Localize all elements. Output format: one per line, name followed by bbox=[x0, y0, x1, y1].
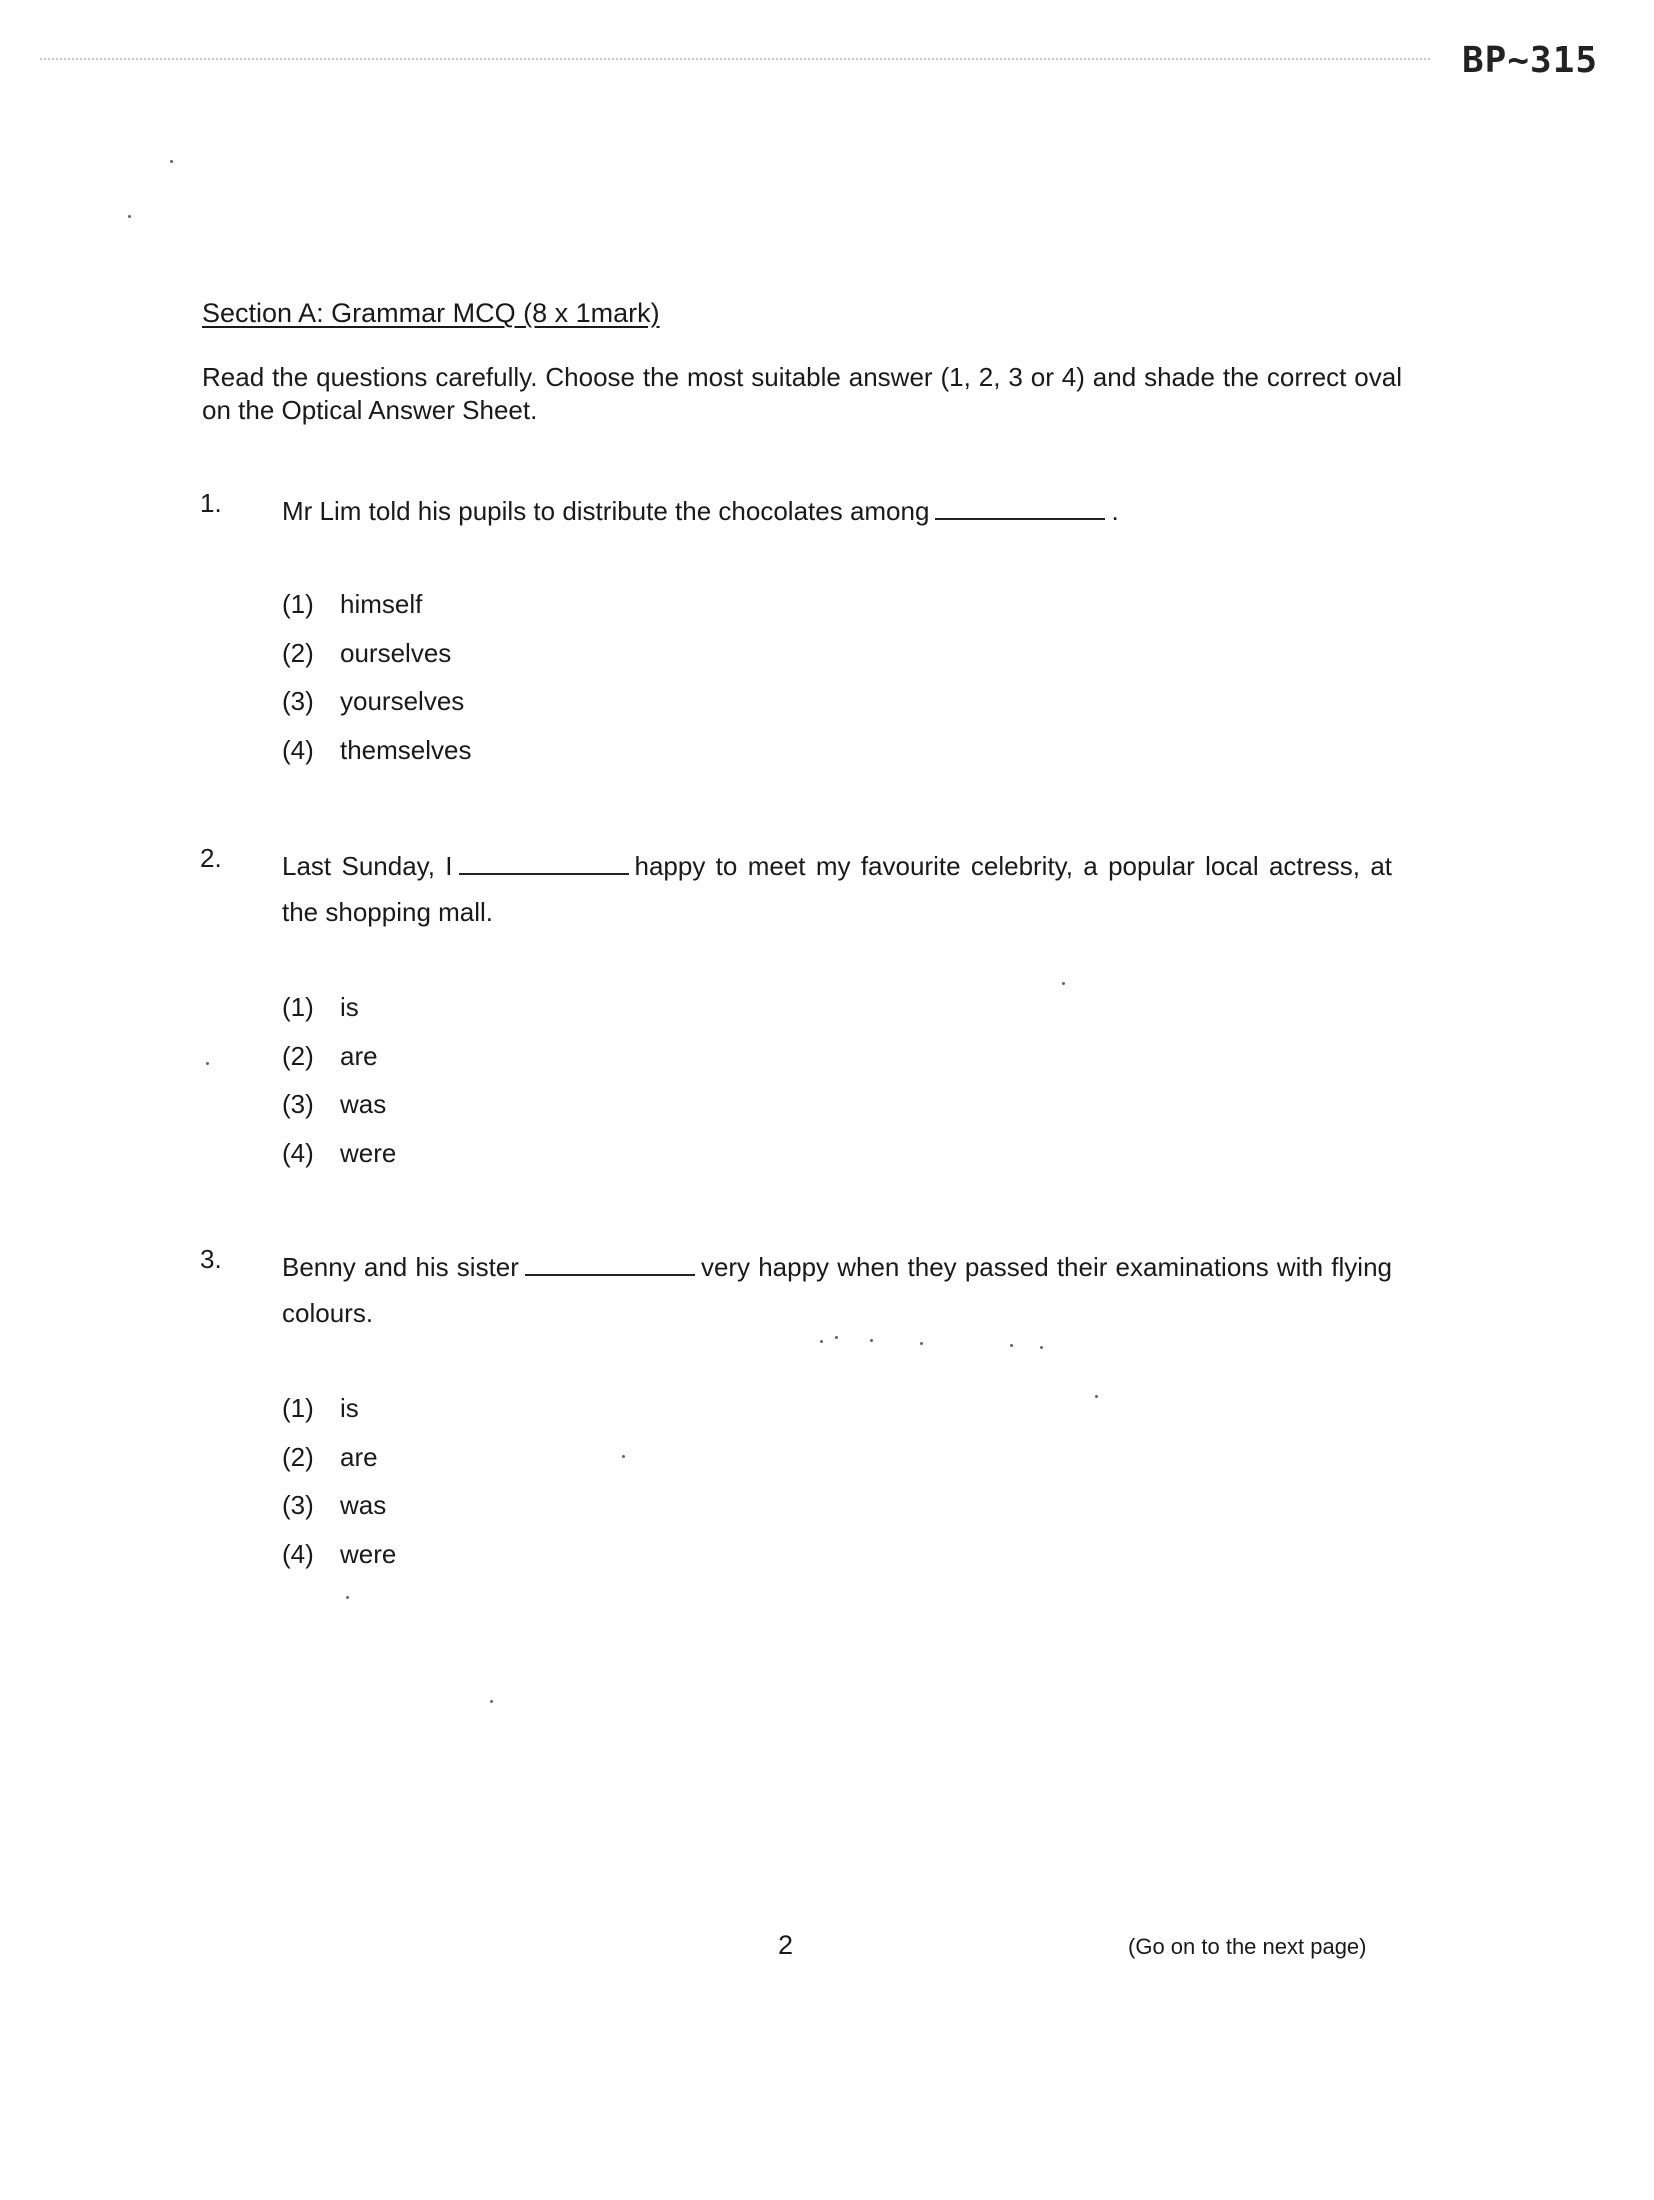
option-label: (3) bbox=[282, 1490, 314, 1520]
option-label: (1) bbox=[282, 589, 314, 619]
option-item bbox=[282, 726, 472, 775]
question-text-after: very happy when they passed their examinations with flying colours. bbox=[282, 1252, 1392, 1328]
option-label: (2) bbox=[282, 637, 314, 668]
option-item bbox=[282, 1080, 396, 1129]
scan-speck bbox=[622, 1455, 625, 1458]
option-label: (2) bbox=[282, 1040, 314, 1071]
option-text: is bbox=[340, 1393, 359, 1423]
scan-artifact-line bbox=[40, 58, 1430, 60]
scan-speck bbox=[128, 215, 131, 218]
option-text: was bbox=[340, 1490, 387, 1520]
question-text-after: . bbox=[1111, 496, 1119, 526]
option-item bbox=[282, 1530, 396, 1579]
option-text: were bbox=[340, 1137, 397, 1168]
option-text: was bbox=[340, 1089, 387, 1119]
question-text-before: Benny and his sister bbox=[282, 1252, 519, 1282]
scan-speck bbox=[920, 1342, 923, 1345]
scan-speck bbox=[170, 160, 173, 163]
option-text: are bbox=[340, 1441, 378, 1472]
scan-speck bbox=[870, 1339, 873, 1342]
option-label: (1) bbox=[282, 1393, 314, 1423]
option-list bbox=[282, 1384, 396, 1578]
scan-speck bbox=[1040, 1346, 1043, 1349]
option-label: (2) bbox=[282, 1441, 314, 1472]
option-label: (3) bbox=[282, 1089, 314, 1119]
option-text: ourselves bbox=[340, 637, 452, 668]
option-label: (4) bbox=[282, 1538, 314, 1569]
scan-speck bbox=[346, 1596, 349, 1599]
option-label: (3) bbox=[282, 686, 314, 716]
question-text bbox=[282, 488, 1392, 534]
scan-speck bbox=[820, 1340, 823, 1343]
option-item bbox=[282, 1433, 396, 1482]
option-label: (4) bbox=[282, 734, 314, 765]
option-item bbox=[282, 629, 472, 678]
option-list bbox=[282, 983, 396, 1177]
option-item bbox=[282, 1032, 396, 1081]
option-item bbox=[282, 1384, 396, 1433]
option-label: (1) bbox=[282, 992, 314, 1022]
option-text: himself bbox=[340, 589, 423, 619]
scan-speck bbox=[835, 1336, 838, 1339]
option-item bbox=[282, 580, 472, 629]
continue-note: (Go on to the next page) bbox=[1128, 1934, 1367, 1959]
option-list bbox=[282, 580, 472, 774]
scan-speck bbox=[1062, 982, 1065, 985]
page-number: 2 bbox=[778, 1930, 794, 1960]
question-text bbox=[282, 843, 1392, 935]
scan-speck bbox=[490, 1700, 493, 1703]
question-number: 2. bbox=[200, 843, 222, 873]
option-item bbox=[282, 983, 396, 1032]
option-item bbox=[282, 1129, 396, 1178]
answer-blank bbox=[935, 517, 1105, 520]
section-instructions: Read the questions carefully. Choose the most suitable answer (1, 2, 3 or 4) and shade the correct oval on the Optical Answer Sheet. bbox=[202, 362, 1402, 425]
option-text: were bbox=[340, 1538, 397, 1569]
answer-blank bbox=[525, 1273, 695, 1276]
document-code: BP~315 bbox=[1462, 40, 1599, 81]
option-text: is bbox=[340, 992, 359, 1022]
option-text: are bbox=[340, 1040, 378, 1071]
question-number: 3. bbox=[200, 1244, 222, 1274]
question-number: 1. bbox=[200, 488, 222, 518]
option-item bbox=[282, 1481, 396, 1530]
option-text: themselves bbox=[340, 734, 472, 765]
answer-blank bbox=[459, 872, 629, 875]
option-text: yourselves bbox=[340, 686, 465, 716]
question-text-after: happy to meet my favourite celebrity, a popular local actress, at the shopping mall. bbox=[282, 851, 1392, 927]
scan-speck bbox=[1010, 1344, 1013, 1347]
option-item bbox=[282, 677, 472, 726]
question-text-before: Mr Lim told his pupils to distribute the chocolates among bbox=[282, 496, 930, 526]
scan-speck bbox=[206, 1062, 209, 1065]
question-text-before: Last Sunday, I bbox=[282, 851, 453, 881]
question-text bbox=[282, 1244, 1392, 1336]
scan-speck bbox=[1095, 1395, 1098, 1398]
section-title: Section A: Grammar MCQ (8 x 1mark) bbox=[202, 298, 660, 328]
option-label: (4) bbox=[282, 1137, 314, 1168]
